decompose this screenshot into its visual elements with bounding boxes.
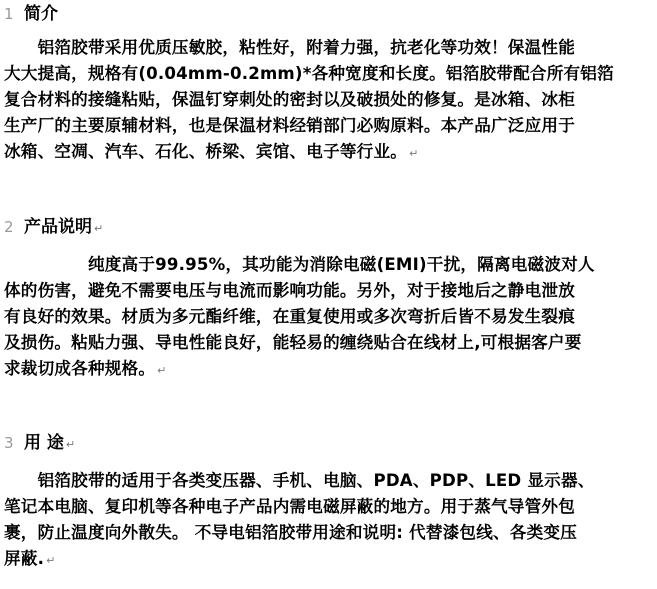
paragraph-mark-icon: ↵ [94, 222, 104, 235]
section-number: 2 [4, 218, 14, 236]
paragraph-line: 铝箔胶带采用优质压敏胶，粘性好，附着力强，抗老化等功效！保温性能 [4, 38, 575, 57]
paragraph-line: 铝箔胶带的适用于各类变压器、手机、电脑、PDA、PDP、LED 显示器、 [4, 471, 595, 490]
paragraph-mark-icon: ↵ [409, 147, 419, 160]
section-title: 用 途 [24, 433, 64, 453]
section-heading [4, 1, 58, 27]
section-paragraph [4, 468, 653, 572]
section-heading [4, 430, 75, 456]
paragraph-line: 笔记本电脑、复印机等各种电子产品内需电磁屏蔽的地方。用于蒸气导管外包 [4, 497, 575, 516]
paragraph-line: 有良好的效果。材质为多元酯纤维，在重复使用或多次弯折后皆不易发生裂痕 [4, 307, 575, 326]
paragraph-line: 裹，防止温度向外散失。 不导电铝箔胶带用途和说明: 代替漆包线、各类变压 [4, 523, 577, 542]
paragraph-line: 复合材料的接缝粘贴，保温钉穿刺处的密封以及破损处的修复。是冰箱、冰柜 [4, 90, 575, 109]
section-paragraph [4, 252, 653, 382]
section-paragraph [4, 35, 653, 165]
section-title: 产品说明 [24, 217, 92, 237]
section-number: 1 [4, 5, 14, 23]
paragraph-line-last: 冰箱、空凋、汽车、石化、桥梁、宾馆、电子等行业。 ↵ [4, 142, 419, 161]
paragraph-mark-icon: ↵ [157, 364, 167, 377]
paragraph-mark-icon: ↵ [46, 554, 56, 567]
paragraph-line-last: 屏蔽. ↵ [4, 549, 56, 568]
paragraph-line-last: 求裁切成各种规格。 ↵ [4, 359, 167, 378]
section-number: 3 [4, 434, 14, 452]
section-heading [4, 214, 103, 240]
paragraph-line: 纯度高于99.95%，其功能为消除电磁(EMI)干扰，隔离电磁波对人 [4, 255, 595, 274]
paragraph-line: 大大提高，规格有(0.04mm-0.2mm)*各种宽度和长度。铝箔胶带配合所有铝箔 [4, 64, 614, 83]
paragraph-line: 生产厂的主要原辅材料，也是保温材料经销部门必购原料。本产品广泛应用于 [4, 116, 575, 135]
paragraph-mark-icon: ↵ [65, 438, 76, 451]
paragraph-line: 体的伤害，避免不需要电压与电流而影响功能。另外，对于接地后之静电泄放 [4, 281, 575, 300]
section-title: 简介 [24, 4, 58, 24]
paragraph-line: 及损伤。粘贴力强、导电性能良好，能轻易的缠绕贴合在线材上,可根据客户要 [4, 333, 582, 352]
